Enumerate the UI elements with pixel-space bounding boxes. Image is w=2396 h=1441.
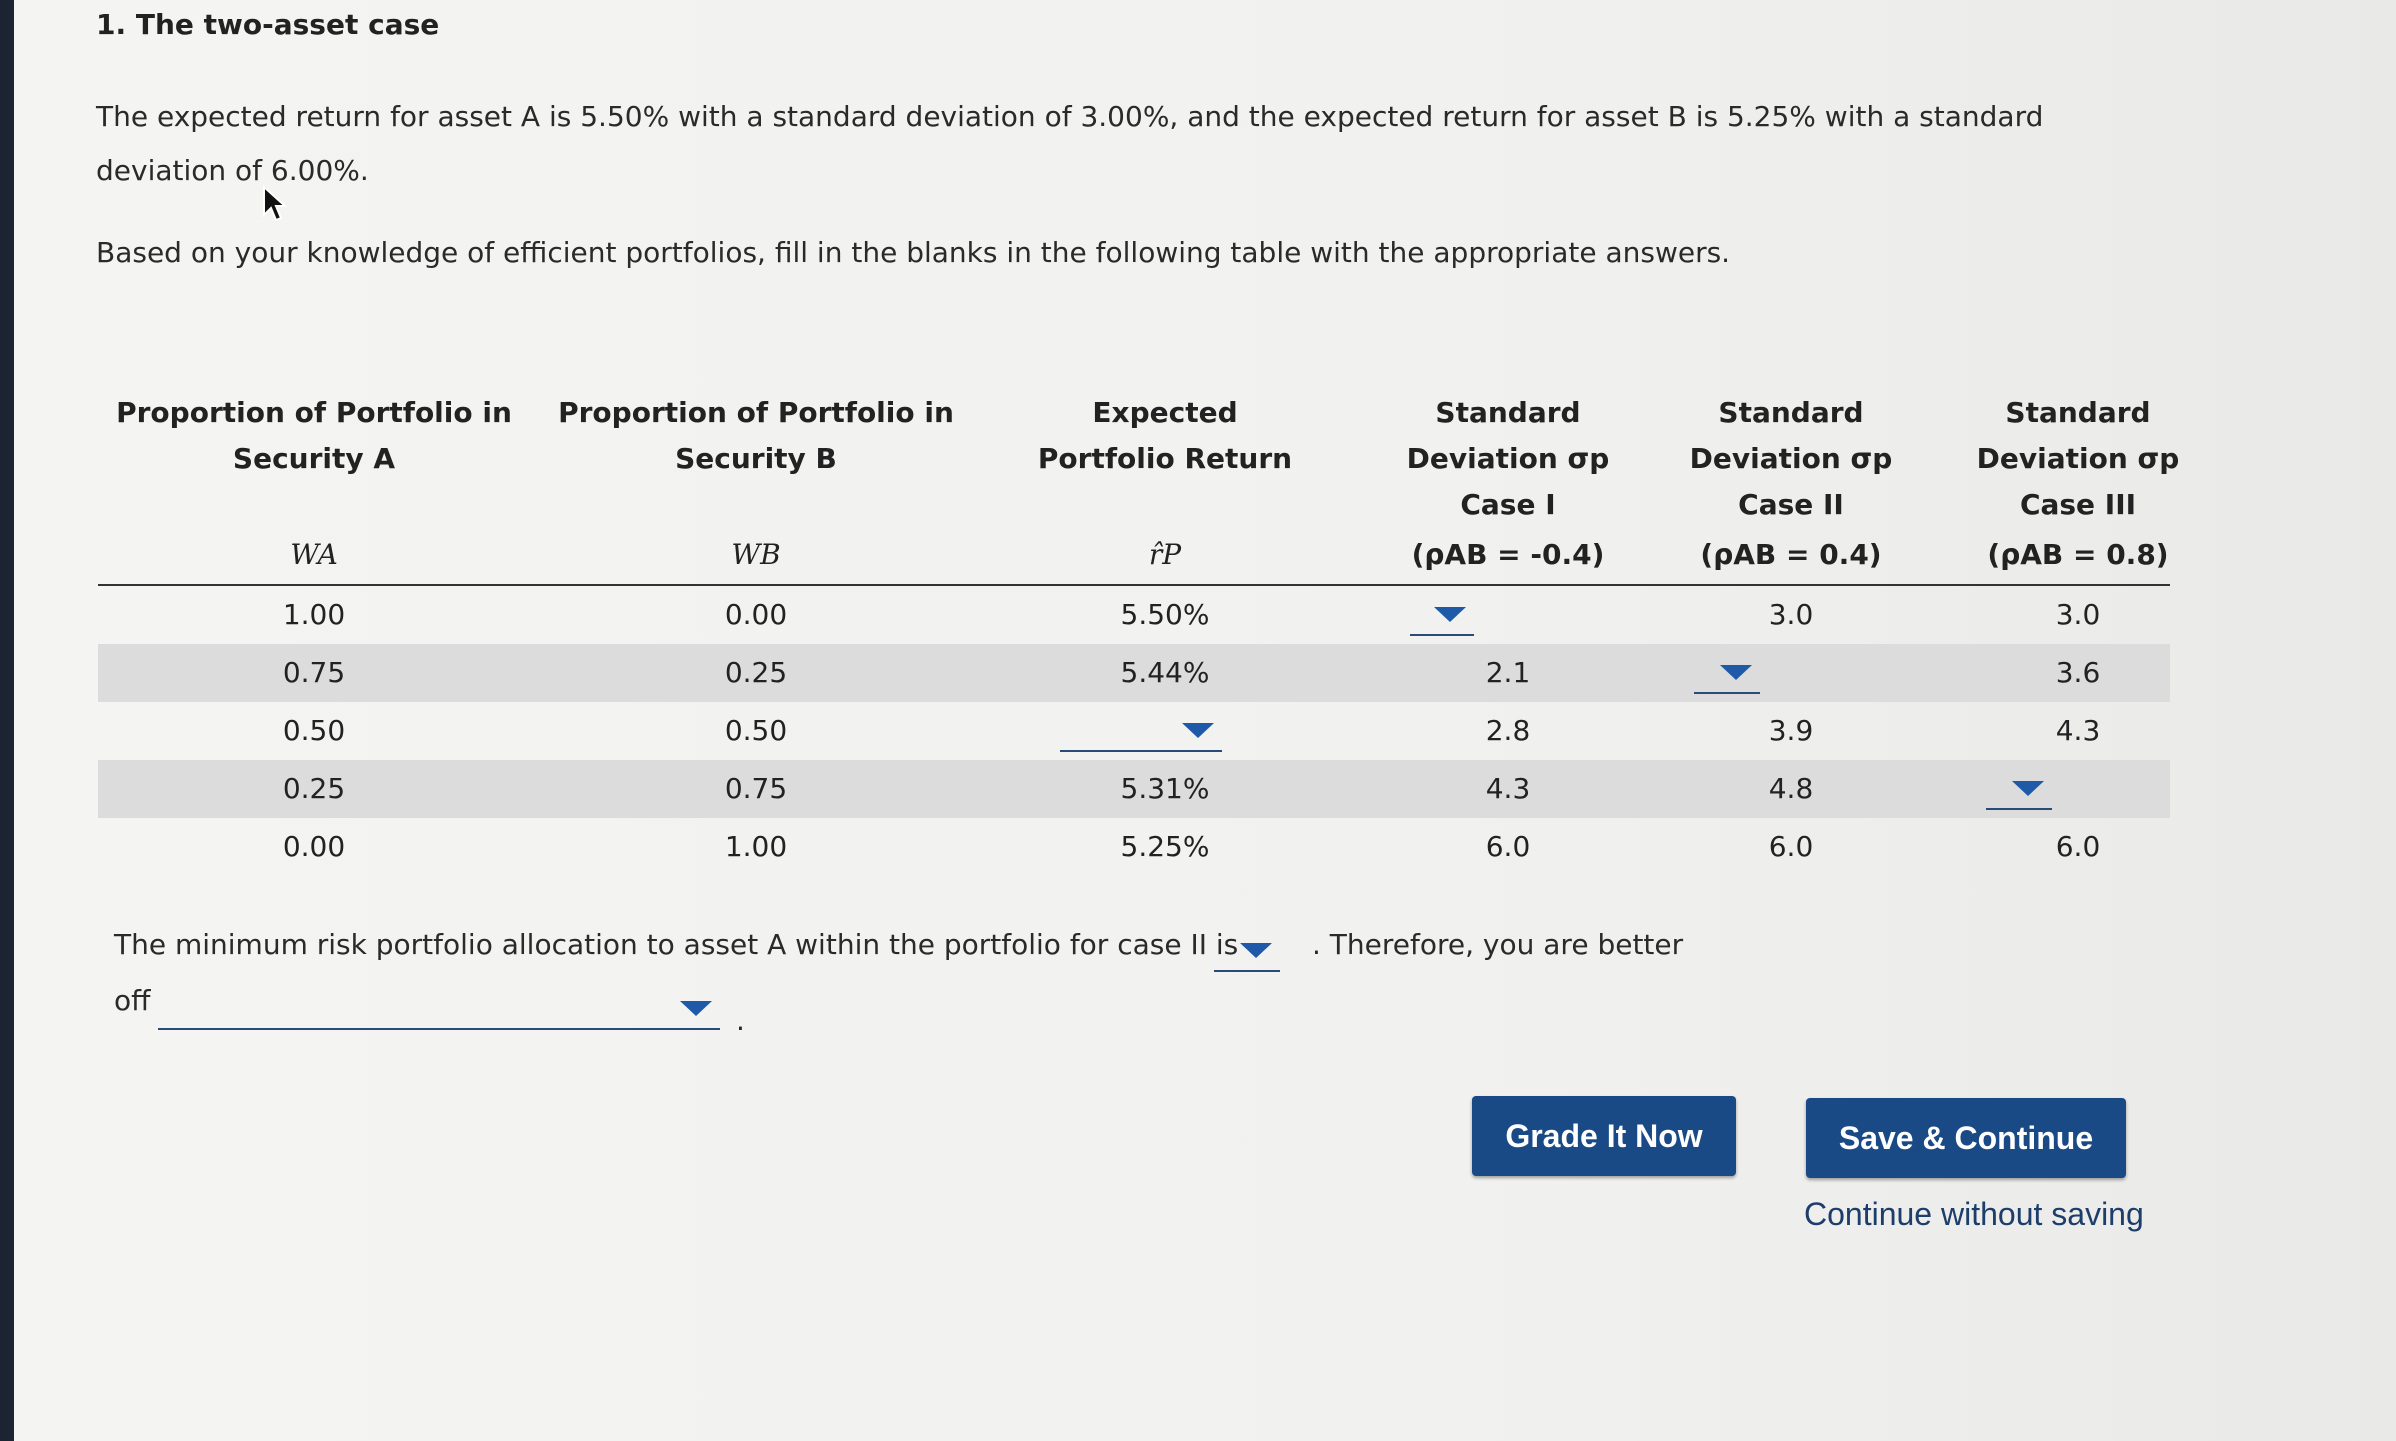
chevron-down-icon [2012,781,2044,796]
cell-rp: 5.44% [1120,656,1210,689]
table-row [98,644,2170,702]
dropdown-expected-return-row-3[interactable] [1060,708,1222,752]
chevron-down-icon [1240,943,1272,958]
cell-wa: 0.75 [282,656,346,689]
header-symbol-wb: WB [731,538,781,571]
header-std-case-3 [1928,390,2228,528]
cell-s1: 4.3 [1485,772,1531,805]
dropdown-better-off[interactable] [158,986,720,1030]
chevron-down-icon [1720,665,1752,680]
header-text: Deviation σp [1689,442,1893,475]
cell-wb: 0.00 [724,598,788,631]
header-text: Standard [1718,396,1864,429]
section-title: 1. The two-asset case [96,8,440,41]
min-risk-question-text: The minimum risk portfolio allocation to asset A within the portfolio for case II is [114,928,1239,961]
header-text: Proportion of Portfolio in [558,396,954,429]
header-symbol-rp: r̂P [1148,538,1182,571]
off-text: off [114,984,151,1017]
header-text: Case III [2019,488,2137,521]
cell-rp: 5.31% [1120,772,1210,805]
cell-s2: 3.9 [1768,714,1814,747]
header-rho-case-2: (ρAB = 0.4) [1700,538,1882,571]
cell-s3: 3.0 [2055,598,2101,631]
portfolio-table [98,390,2180,876]
cell-s3: 3.6 [2055,656,2101,689]
intro-paragraph: The expected return for asset A is 5.50% with a standard deviation of 3.00%, and the expected return for asset B is 5.25% with a standard deviation of 6.00%. [96,100,2044,187]
header-text: Security A [232,442,396,475]
cell-s3: 6.0 [2055,830,2101,863]
cell-s1: 2.8 [1485,714,1531,747]
header-text: Case II [1738,488,1844,521]
cell-rp: 5.25% [1120,830,1210,863]
save-continue-button[interactable]: Save & Continue [1806,1098,2126,1178]
window-edge [0,0,14,1441]
continue-without-saving-link[interactable]: Continue without saving [1804,1196,2144,1232]
header-proportion-b [538,390,974,482]
header-rho-case-3: (ρAB = 0.8) [1987,538,2169,571]
header-std-case-2 [1636,390,1946,528]
cell-rp: 5.50% [1120,598,1210,631]
dropdown-std-case-3-row-4[interactable] [1986,766,2052,810]
better-off-text: . Therefore, you are better [1312,928,1684,961]
chevron-down-icon [1434,607,1466,622]
header-text: Proportion of Portfolio in [116,396,512,429]
cell-wb: 1.00 [724,830,788,863]
dropdown-std-case-2-row-2[interactable] [1694,650,1760,694]
cell-s1: 2.1 [1485,656,1531,689]
cell-wa: 0.50 [282,714,346,747]
header-text: Security B [675,442,837,475]
header-text: Case I [1460,488,1556,521]
table-header [98,390,2180,586]
cell-wa: 0.00 [282,830,346,863]
cell-wb: 0.25 [724,656,788,689]
grade-it-now-button[interactable]: Grade It Now [1472,1096,1736,1176]
header-symbol-wa: WA [290,538,338,571]
dropdown-min-risk-allocation[interactable] [1214,928,1280,972]
cell-wa: 0.25 [282,772,346,805]
table-row [98,586,2170,644]
header-text: Standard [2005,396,2151,429]
header-proportion-a [98,390,530,482]
chevron-down-icon [1182,723,1214,738]
instruction-paragraph: Based on your knowledge of efficient portfolios, fill in the blanks in the following table with the appropriate answers. [96,236,1731,269]
cell-wb: 0.50 [724,714,788,747]
header-text: Deviation σp [1406,442,1610,475]
header-text: Portfolio Return [1037,442,1293,475]
header-rho-case-1: (ρAB = -0.4) [1411,538,1605,571]
cell-s3: 4.3 [2055,714,2101,747]
header-text: Deviation σp [1976,442,2180,475]
cell-s2: 6.0 [1768,830,1814,863]
chevron-down-icon [680,1001,712,1016]
table-row [98,702,2170,760]
cell-s2: 3.0 [1768,598,1814,631]
sentence-period: . [736,1004,745,1037]
table-row [98,818,2170,876]
header-std-case-1 [1348,390,1668,528]
header-text: Expected [1092,396,1238,429]
cell-s2: 4.8 [1768,772,1814,805]
header-text: Standard [1435,396,1581,429]
mouse-pointer-icon [262,185,288,229]
table-row [98,760,2170,818]
cell-s1: 6.0 [1485,830,1531,863]
header-expected-return [982,390,1348,482]
assignment-page [14,0,2396,1441]
cell-wa: 1.00 [282,598,346,631]
dropdown-std-case-1-row-1[interactable] [1410,592,1474,636]
cell-wb: 0.75 [724,772,788,805]
